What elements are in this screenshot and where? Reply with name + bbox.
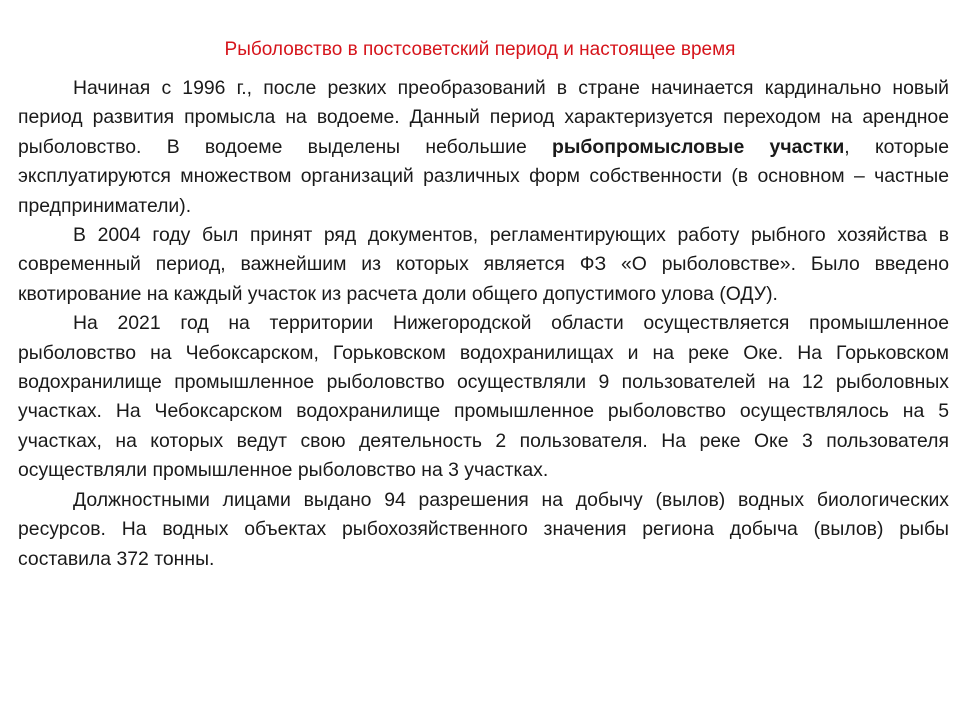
slide-body — [18, 74, 949, 574]
paragraph-1-bold-term: рыбопромысловые участки — [552, 135, 845, 158]
paragraph-4: Должностными лицами выдано 94 разрешения на добычу (вылов) водных биологических ресурсов. На водных объектах рыбохозяйственного значения региона добыча (вылов) рыбы составила 372 тонны. — [18, 488, 949, 570]
paragraph-1-text-start: Начиная с 1996 г., после резких преобразований в стране начинается кардинально новый период развития промысла на водоеме. Данный период характеризуется переходом на арендное рыболовство. В водоеме выделены небольшие — [18, 77, 949, 158]
paragraph-3: На 2021 год на территории Нижегородской области осуществляется промышленное рыболовство на Чебоксарском, Горьковском водохранилищах и на реке Оке. На Горьковском водохранилище промышленное рыболовство осуществляли 9 пользователей на 12 рыболовных участках. На Чебоксарском водохранилище промышленное рыболовство осуществлялось на 5 участках, на которых ведут свою деятельность 2 пользователя. На реке Оке 3 пользователя осуществляли промышленное рыболовство на 3 участках. — [18, 312, 949, 482]
paragraph-1 — [18, 74, 949, 221]
paragraph-2: В 2004 году был принят ряд документов, регламентирующих работу рыбного хозяйства в современный период, важнейшим из которых является ФЗ «О рыболовстве». Было введено квотирование на каждый участок из расчета доли общего допустимого улова (ОДУ). — [18, 224, 949, 305]
slide-title: Рыболовство в постсоветский период и настоящее время — [224, 39, 736, 60]
paragraph-1-text-end: , которые эксплуатируются множеством организаций различных форм собственности (в основном – частные предприниматели). — [18, 135, 949, 217]
